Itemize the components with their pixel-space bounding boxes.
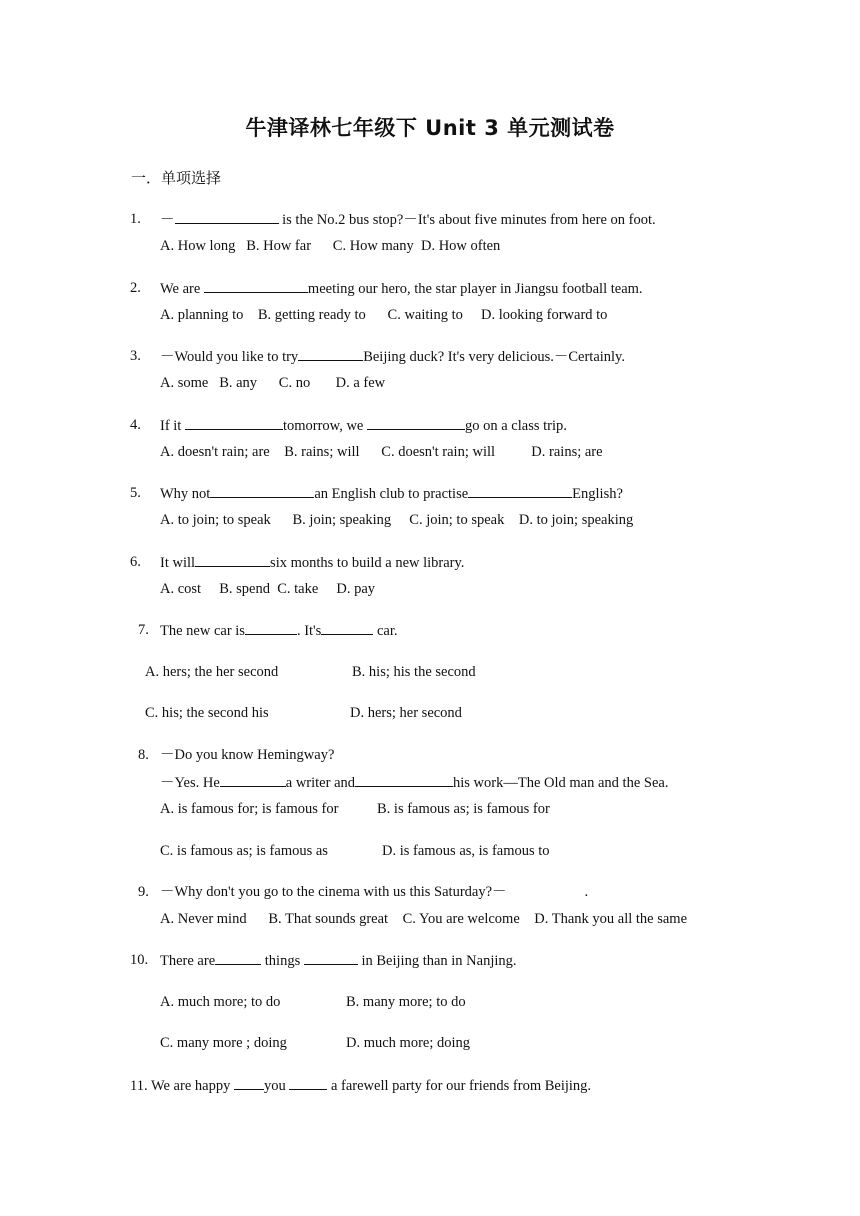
answer-blank[interactable]: [355, 773, 453, 787]
question-7-stem: [160, 621, 397, 640]
question-number: 7.: [138, 622, 149, 638]
option-d: D. is famous as, is famous to: [382, 843, 550, 859]
question-10-stem: [160, 951, 517, 970]
section-heading: 一．单项选择: [131, 169, 222, 187]
question-number: 6.: [130, 554, 141, 570]
question-6-stem: [160, 553, 464, 572]
question-3-options: A. some B. any C. no D. a few: [160, 375, 386, 391]
page-title: 牛津译林七年级下 Unit 3 单元测试卷: [245, 116, 615, 140]
question-2-options: A. planning to B. getting ready to C. waiting to D. looking forward to: [160, 307, 608, 323]
question-11: [130, 1076, 591, 1095]
answer-blank[interactable]: [210, 484, 314, 498]
option-c: C. his; the second his: [145, 705, 269, 721]
question-number: 8.: [138, 747, 149, 763]
question-1-stem: [160, 210, 656, 229]
question-8-stem: －Do you know Hemingway?: [160, 747, 335, 763]
question-number: 9.: [138, 884, 149, 900]
question-number: 5.: [130, 485, 141, 501]
answer-blank[interactable]: [468, 484, 572, 498]
question-3-stem: [160, 347, 625, 366]
answer-blank[interactable]: [195, 553, 270, 567]
stem-text: －Yes. He: [160, 775, 220, 791]
answer-blank[interactable]: [234, 1076, 264, 1090]
question-9-options: A. Never mind B. That sounds great C. You are welcome D. Thank you all the same: [160, 911, 688, 927]
answer-blank[interactable]: [245, 621, 297, 635]
stem-text: . It's: [296, 623, 322, 639]
answer-blank[interactable]: [185, 416, 283, 430]
option-a: A. much more; to do: [160, 994, 281, 1010]
stem-text: .: [584, 884, 589, 900]
stem-text: tomorrow, we: [282, 418, 367, 434]
question-number: 10.: [130, 952, 149, 968]
answer-blank[interactable]: [204, 279, 308, 293]
option-d: D. hers; her second: [350, 705, 462, 721]
question-number: 1.: [130, 211, 141, 227]
stem-text: If it: [160, 418, 185, 434]
question-9-stem: [160, 883, 588, 901]
answer-blank[interactable]: [289, 1076, 327, 1090]
option-b: B. is famous as; is famous for: [377, 801, 550, 817]
question-5-options: A. to join; to speak B. join; speaking C. join; to speak D. to join; speaking: [160, 512, 634, 528]
option-a: A. hers; the her second: [145, 664, 279, 680]
question-number: 11.: [130, 1078, 148, 1094]
stem-text: The new car is: [160, 623, 245, 639]
question-number: 4.: [130, 417, 141, 433]
stem-text: in Beijing than in Nanjing.: [357, 953, 517, 969]
stem-text: －Would you like to try: [160, 349, 299, 365]
option-d: D. much more; doing: [346, 1035, 471, 1051]
answer-blank[interactable]: [321, 621, 373, 635]
stem-text: Beijing duck? It's very delicious.－Certainly.: [363, 349, 625, 365]
question-4-stem: [160, 416, 567, 435]
option-b: B. his; his the second: [352, 664, 476, 680]
question-number: 3.: [130, 348, 141, 364]
question-1: [130, 210, 141, 228]
stem-text: six months to build a new library.: [270, 555, 465, 571]
answer-blank[interactable]: [220, 773, 286, 787]
stem-text: －Why don't you go to the cinema with us this Saturday?－: [160, 884, 507, 900]
stem-text: We are happy: [150, 1078, 234, 1094]
stem-text: It will: [160, 555, 196, 571]
stem-text: his work—The Old man and the Sea.: [453, 775, 669, 791]
option-a: A. is famous for; is famous for: [160, 801, 339, 817]
stem-text: There are: [160, 953, 216, 969]
stem-text: things: [261, 953, 304, 969]
question-4-options: A. doesn't rain; are B. rains; will C. doesn't rain; will D. rains; are: [160, 444, 603, 460]
stem-text: a writer and: [285, 775, 356, 791]
question-2-stem: [160, 279, 643, 298]
stem-text: －: [160, 212, 175, 228]
stem-text: We are: [160, 281, 204, 297]
answer-blank[interactable]: [175, 210, 279, 224]
answer-blank[interactable]: [304, 951, 358, 965]
stem-text: is the No.2 bus stop?－It's about five minutes from here on foot.: [278, 212, 656, 228]
stem-text: meeting our hero, the star player in Jiangsu football team.: [307, 281, 643, 297]
option-b: B. many more; to do: [346, 994, 466, 1010]
question-1-options: A. How long B. How far C. How many D. How often: [160, 238, 501, 254]
stem-text: English?: [572, 486, 623, 502]
answer-blank[interactable]: [298, 347, 363, 361]
stem-text: go on a class trip.: [465, 418, 567, 434]
question-number: 2.: [130, 280, 141, 296]
stem-text: car.: [373, 623, 398, 639]
stem-text: Why not: [160, 486, 211, 502]
question-6-options: A. cost B. spend C. take D. pay: [160, 581, 376, 597]
option-c: C. is famous as; is famous as: [160, 843, 328, 859]
answer-blank[interactable]: [367, 416, 465, 430]
question-8-stem-2: [160, 773, 668, 792]
answer-blank[interactable]: [215, 951, 261, 965]
question-5-stem: [160, 484, 623, 503]
stem-text: an English club to practise: [314, 486, 469, 502]
stem-text: a farewell party for our friends from Beijing.: [327, 1078, 592, 1094]
stem-text: you: [263, 1078, 290, 1094]
option-c: C. many more ; doing: [160, 1035, 287, 1051]
